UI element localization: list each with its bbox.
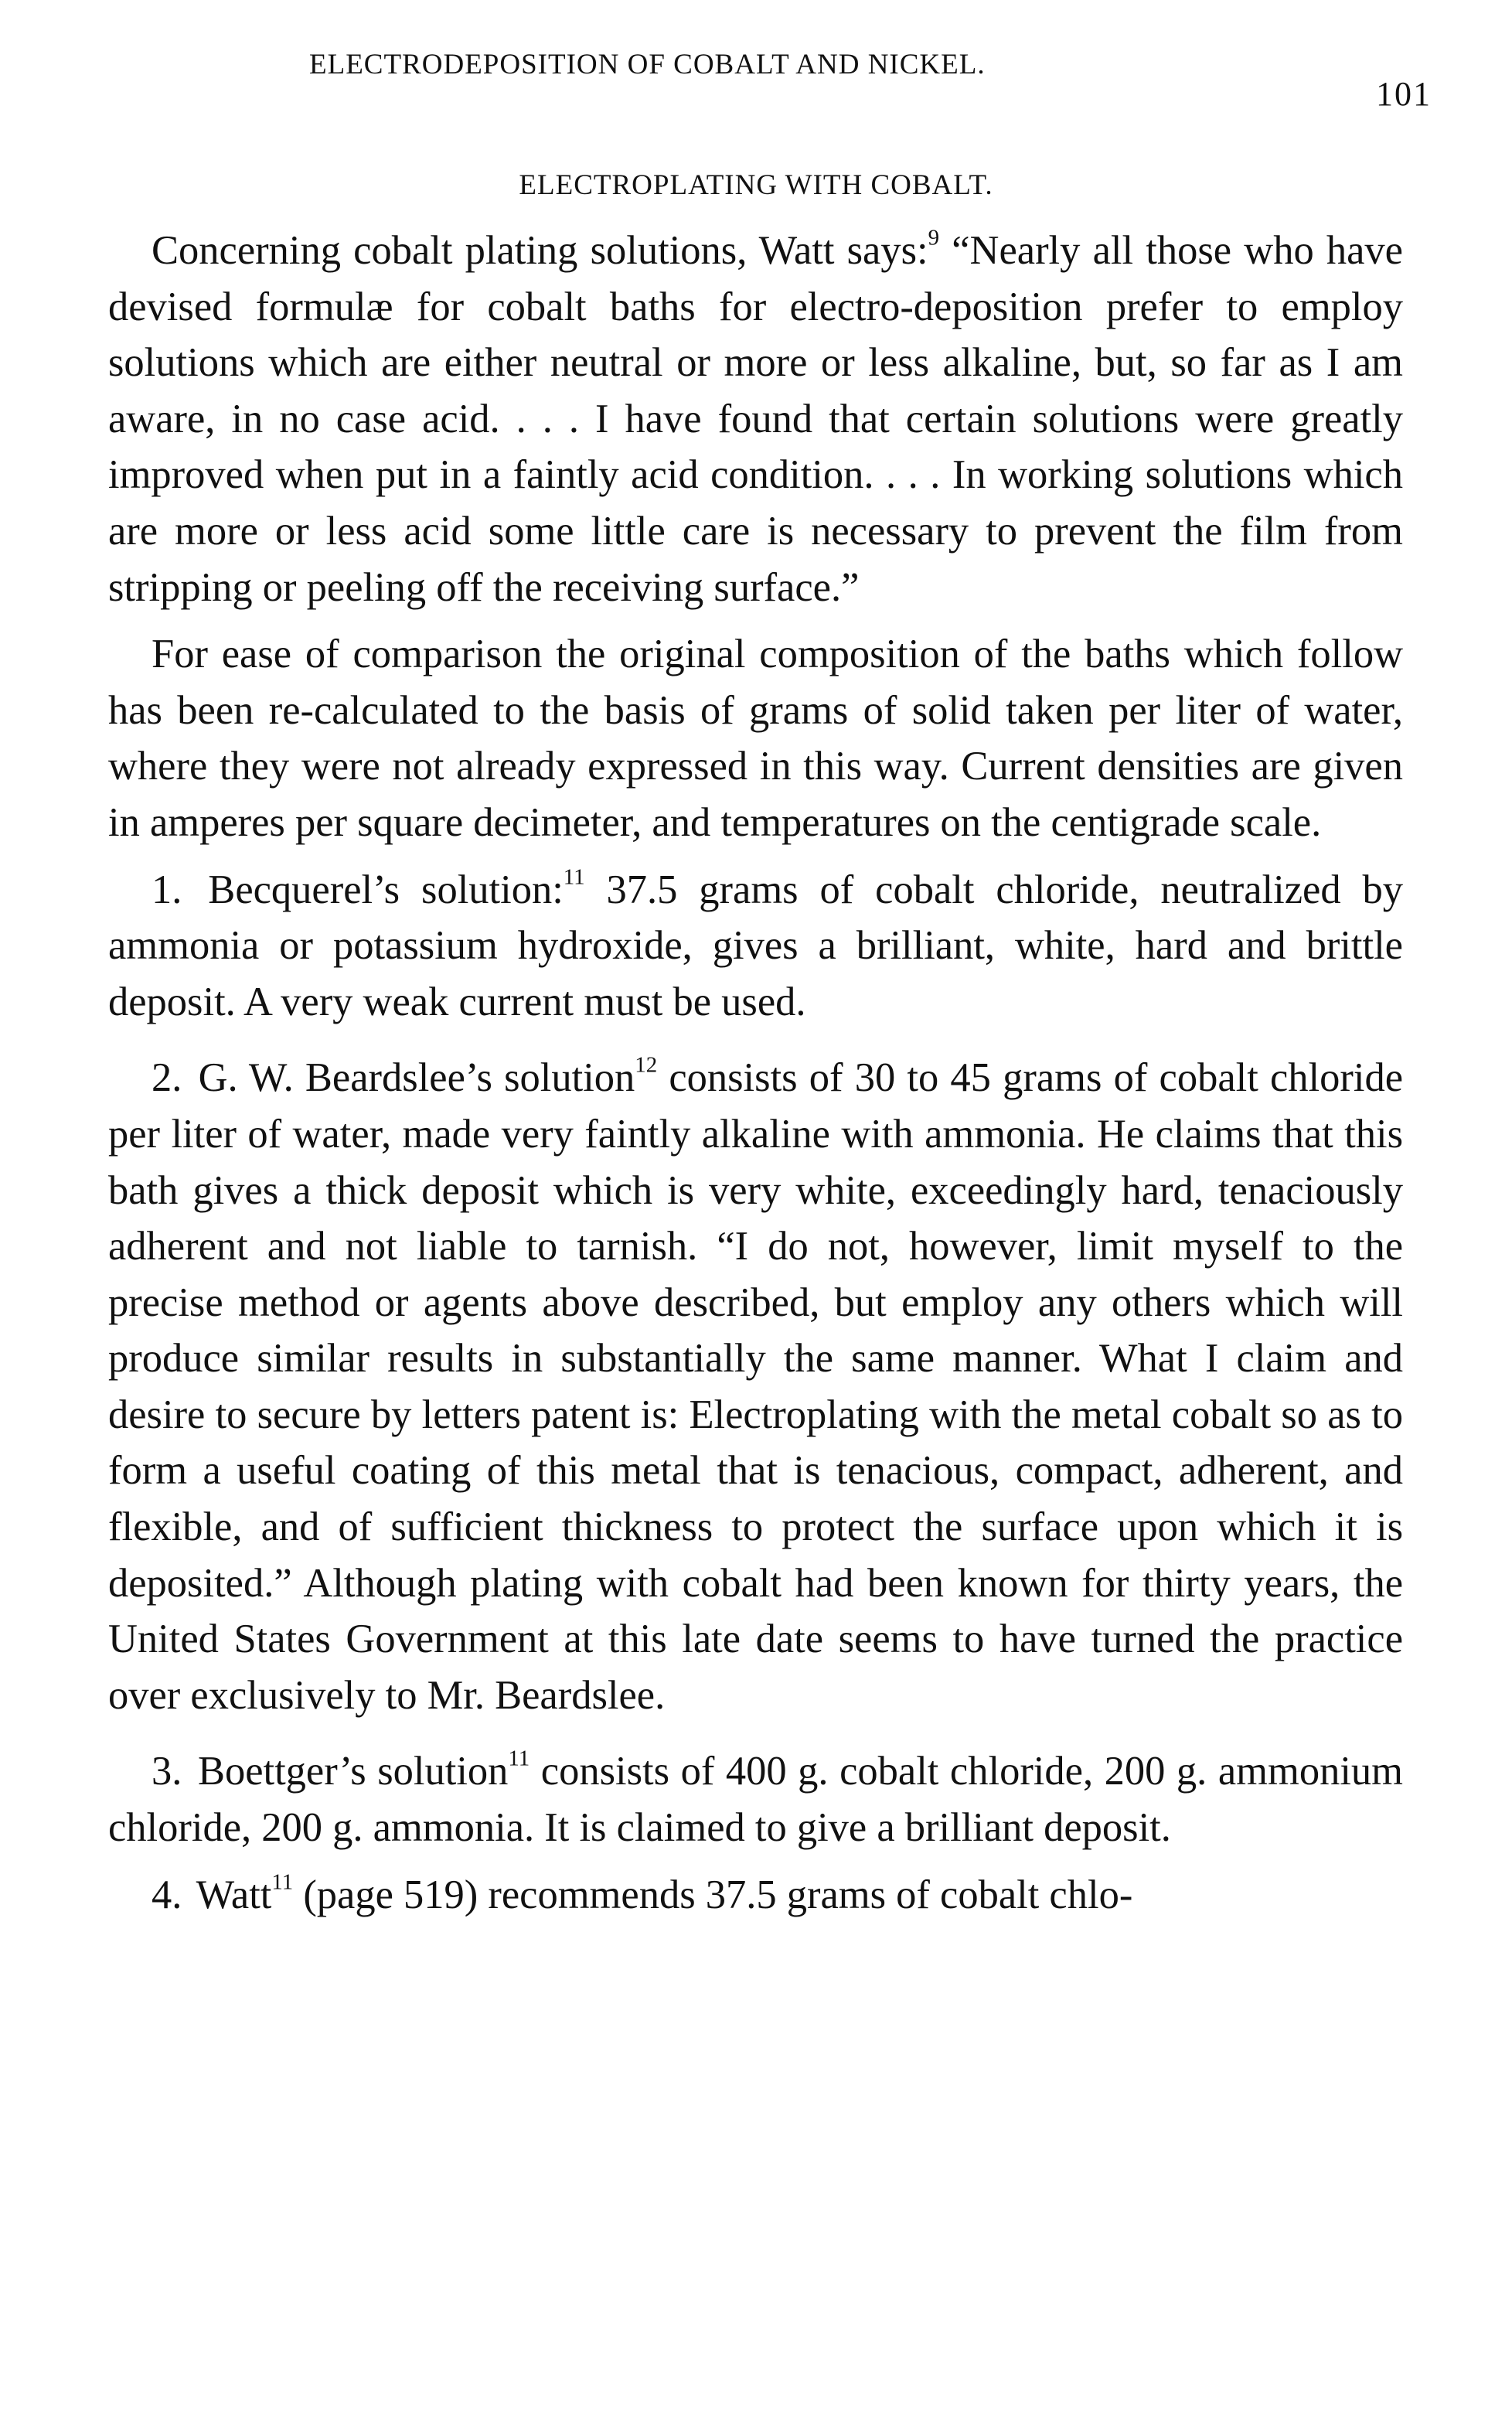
- body-text: [108, 223, 1403, 1934]
- page-number: 101: [1376, 75, 1432, 113]
- footnote-ref: 12: [635, 1052, 658, 1078]
- paragraph-text: “Nearly all those who have devised formulæ for cobalt baths for electro-deposition prefer to employ solutions which are either neutral or more or less alkaline, but, so far as I am aware, in no case acid. . . . I have found that certain solutions were greatly improved when put in a faintly acid condition. . . . In working solutions which are more or less acid some little care is necessary to prevent the film from stripping or peeling off the receiving surface.”: [108, 228, 1403, 610]
- paragraph-text: For ease of comparison the original composition of the baths which follow has been re-calculated to the basis of grams of solid taken per liter of water, where they were not already expressed in this way. Current densities are given in amperes per square decimeter, and temperatures on the centigrade scale.: [108, 632, 1403, 845]
- paragraph-text: G. W. Beardslee’s solution: [198, 1055, 635, 1101]
- paragraph-text: Watt: [196, 1872, 272, 1917]
- list-item-becquerel: [108, 862, 1403, 1031]
- footnote-ref: 11: [563, 864, 585, 889]
- list-number: 1.: [152, 867, 182, 912]
- paragraph-text: Becquerel’s solution:: [208, 867, 564, 912]
- paragraph-comparison-note: [108, 626, 1403, 850]
- paragraph-text: Boettger’s solution: [197, 1749, 509, 1794]
- paragraph-text: consists of 400 g. cobalt chloride, 200 g. ammonium chloride, 200 g. ammonia. It is claimed to give a brilliant deposit.: [108, 1749, 1403, 1851]
- list-number: 2.: [152, 1055, 182, 1101]
- list-item-watt: [108, 1867, 1403, 1923]
- paragraph-watt-quote: [108, 223, 1403, 615]
- list-number: 3.: [152, 1749, 182, 1794]
- list-item-beardslee: [108, 1050, 1403, 1723]
- paragraph-text: 37.5 grams of cobalt chloride, neutralized by ammonia or potassium hydroxide, gives a brilliant, white, hard and brittle deposit. A very weak current must be used.: [108, 867, 1403, 1024]
- section-title: ELECTROPLATING WITH COBALT.: [519, 169, 993, 201]
- footnote-ref: 11: [271, 1869, 294, 1895]
- footnote-ref: 11: [508, 1746, 530, 1771]
- paragraph-text: Concerning cobalt plating solutions, Watt says:: [152, 228, 928, 273]
- running-title: ELECTRODEPOSITION OF COBALT AND NICKEL.: [309, 49, 986, 80]
- list-item-boettger: [108, 1743, 1403, 1855]
- paragraph-text: (page 519) recommends 37.5 grams of cobalt chlo-: [293, 1872, 1133, 1917]
- paragraph-text: consists of 30 to 45 grams of cobalt chloride per liter of water, made very faintly alkaline with ammonia. He claims that this bath gives a thick deposit which is very white, exceedingly hard, tenaciously adherent and not liable to tarnish. “I do not, however, limit myself to the precise method or agents above described, but employ any others which will produce similar results in substantially the same manner. What I claim and desire to secure by letters patent is: Electroplating with the metal cobalt so as to form a useful coating of this metal that is tenacious, compact, adherent, and flexible, and of sufficient thickness to protect the surface upon which it is deposited.” Although plating with cobalt had been known for thirty years, the United States Government at this late date seems to have turned the practice over exclusively to Mr. Beardslee.: [108, 1055, 1403, 1718]
- footnote-ref: 9: [928, 225, 940, 250]
- list-number: 4.: [152, 1872, 182, 1917]
